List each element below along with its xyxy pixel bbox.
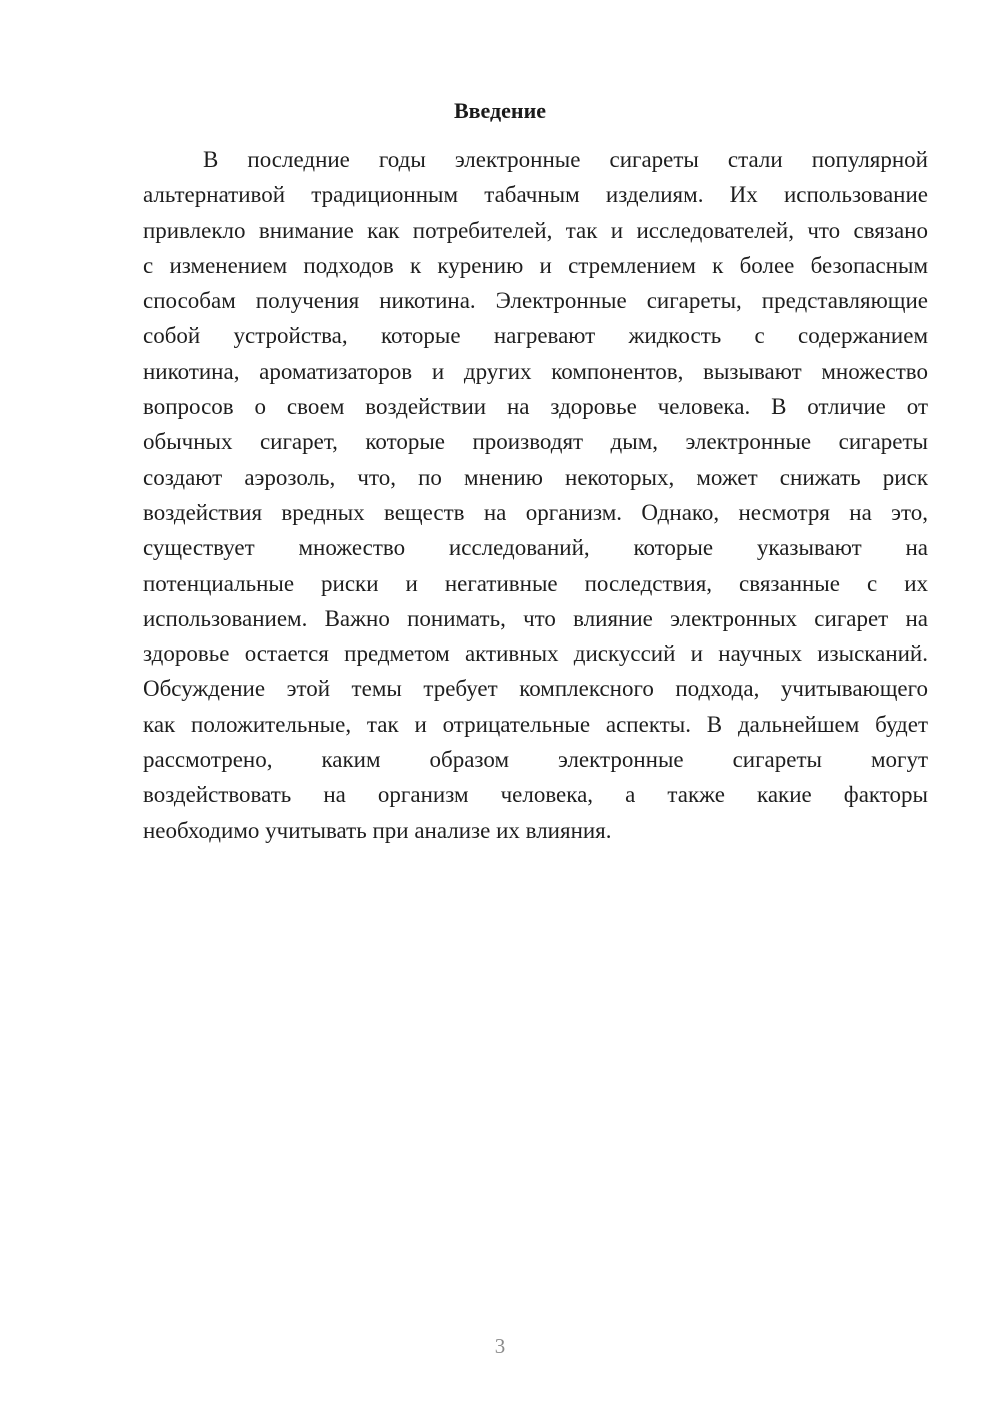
paragraph-line: альтернативой традиционным табачным изделиям. Их использование: [143, 182, 928, 208]
page-number: 3: [494, 1334, 506, 1358]
paragraph-line: необходимо учитывать при анализе их влияния.: [143, 817, 612, 843]
paragraph-line: здоровье остается предметом активных дискуссий и научных изысканий.: [143, 641, 928, 667]
paragraph-line: В последние годы электронные сигареты стали популярной: [203, 147, 928, 172]
paragraph-line: создают аэрозоль, что, по мнению некоторых, может снижать риск: [143, 464, 928, 490]
paragraph-line: с изменением подходов к курению и стремлением к более безопасным: [143, 252, 928, 278]
paragraph-line: собой устройства, которые нагревают жидкость с содержанием: [143, 323, 928, 349]
paragraph-line: потенциальные риски и негативные последствия, связанные с их: [143, 570, 928, 596]
paragraph-line: воздействия вредных веществ на организм. Однако, несмотря на это,: [143, 499, 928, 525]
paragraph-line: рассмотрено, каким образом электронные сигареты могут: [143, 747, 928, 773]
paragraph-line: Обсуждение этой темы требует комплексного подхода, учитывающего: [143, 676, 928, 702]
paragraph-line: никотина, ароматизаторов и других компонентов, вызывают множество: [143, 358, 928, 384]
paragraph-line: существует множество исследований, которые указывают на: [143, 535, 928, 561]
paragraph-line: привлекло внимание как потребителей, так и исследователей, что связано: [143, 217, 928, 243]
paragraph-line: как положительные, так и отрицательные аспекты. В дальнейшем будет: [143, 711, 928, 737]
paragraph-line: способам получения никотина. Электронные сигареты, представляющие: [143, 288, 928, 314]
page-title: Введение: [453, 98, 547, 123]
introduction-paragraph: [143, 142, 928, 848]
paragraph-line: воздействовать на организм человека, а также какие факторы: [143, 782, 928, 808]
paragraph-line: использованием. Важно понимать, что влияние электронных сигарет на: [143, 605, 928, 631]
paragraph-line: вопросов о своем воздействии на здоровье человека. В отличие от: [143, 394, 928, 420]
paragraph-line: обычных сигарет, которые производят дым, электронные сигареты: [143, 429, 928, 455]
